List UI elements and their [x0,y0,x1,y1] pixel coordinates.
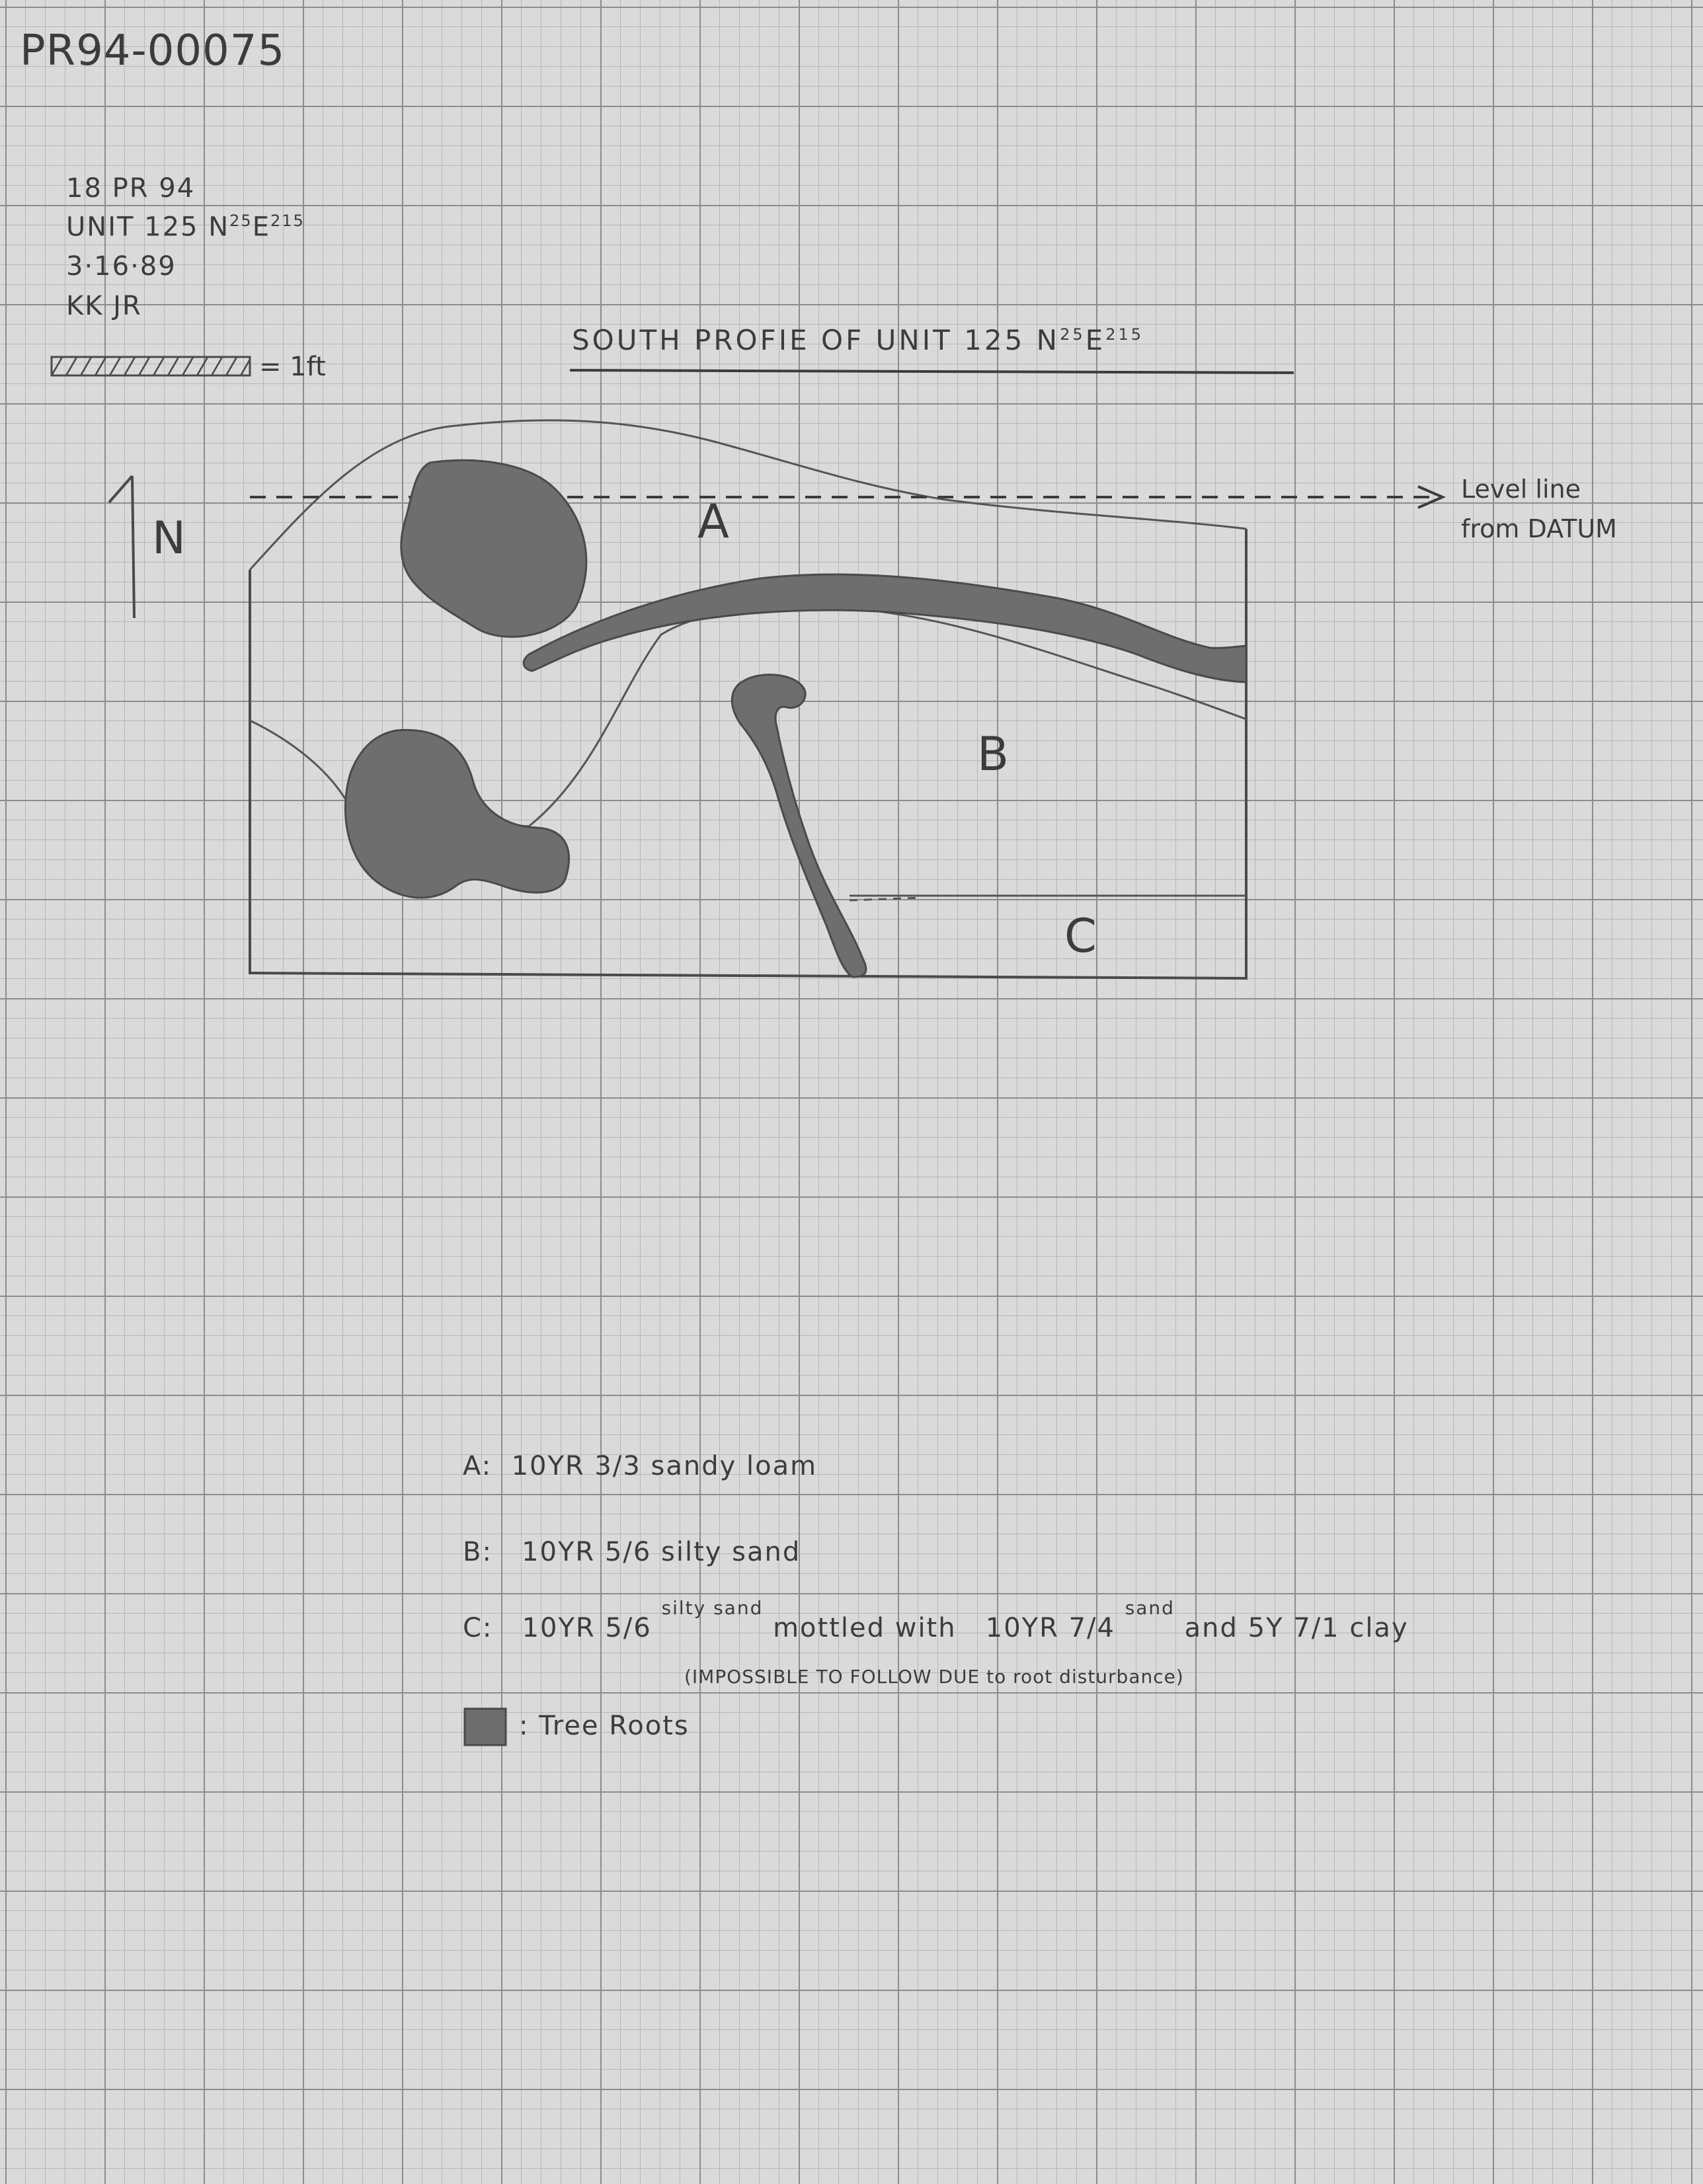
unit-prefix: UNIT 125 N [66,212,230,243]
legend-c-note: (IMPOSSIBLE TO FOLLOW DUE to root disturbance) [684,1666,1184,1688]
legend-c-part4: and 5Y 7/1 clay [1184,1613,1409,1643]
legend-roots-swatch [465,1709,506,1745]
legend-b [463,1537,801,1567]
ground-surface-line [250,420,1246,570]
zone-label-b: B [977,727,1010,781]
legend-a-key: A: [463,1451,493,1481]
scale-label: = 1ft [259,352,326,382]
legend-b-text: 10YR 5/6 silty sand [522,1537,801,1567]
legend-roots: : Tree Roots [519,1711,690,1741]
legend-c-part3: 10YR 7/4 [985,1613,1115,1643]
unit-label [66,212,305,242]
legend-c-above2: sand [1125,1597,1175,1619]
tree-root-horizontal [524,574,1246,682]
title-e-label: E [1085,324,1106,356]
legend-b-key: B: [463,1537,493,1567]
zone-label-c: C [1064,909,1097,963]
legend-c-above1: silty sand [661,1597,764,1619]
level-line-label-1: Level line [1461,475,1581,504]
legend-c-part2: mottled with [773,1613,957,1643]
level-line-label-2: from DATUM [1461,514,1617,543]
unit-e: 215 [270,212,305,230]
north-label: N [152,512,186,565]
title-e: 215 [1105,325,1144,344]
legend-a-text: 10YR 3/3 sandy loam [511,1451,818,1481]
site-number: 18 PR 94 [66,173,196,204]
tree-root-vertical [732,675,866,977]
legend-c [463,1597,1409,1643]
tree-root-lower-left [345,730,569,898]
horizon-boundary-b-c-dashed [850,898,922,900]
zone-label-a: A [697,494,729,549]
document-id: PR94-00075 [20,26,286,75]
unit-e-label: E [252,212,270,243]
profile-title [572,324,1144,356]
legend-c-part1: 10YR 5/6 [522,1613,652,1643]
unit-n: 25 [229,212,253,230]
north-arrow-icon [109,476,134,618]
excavator-initials: KK JR [66,291,142,321]
title-n: 25 [1060,325,1086,344]
legend-c-key: C: [463,1613,493,1643]
title-prefix: SOUTH PROFIE OF UNIT 125 N [572,324,1060,356]
tree-root-upper-left [401,460,586,637]
legend-a [463,1451,817,1481]
date: 3·16·89 [66,251,177,282]
scale-bar [52,357,250,375]
